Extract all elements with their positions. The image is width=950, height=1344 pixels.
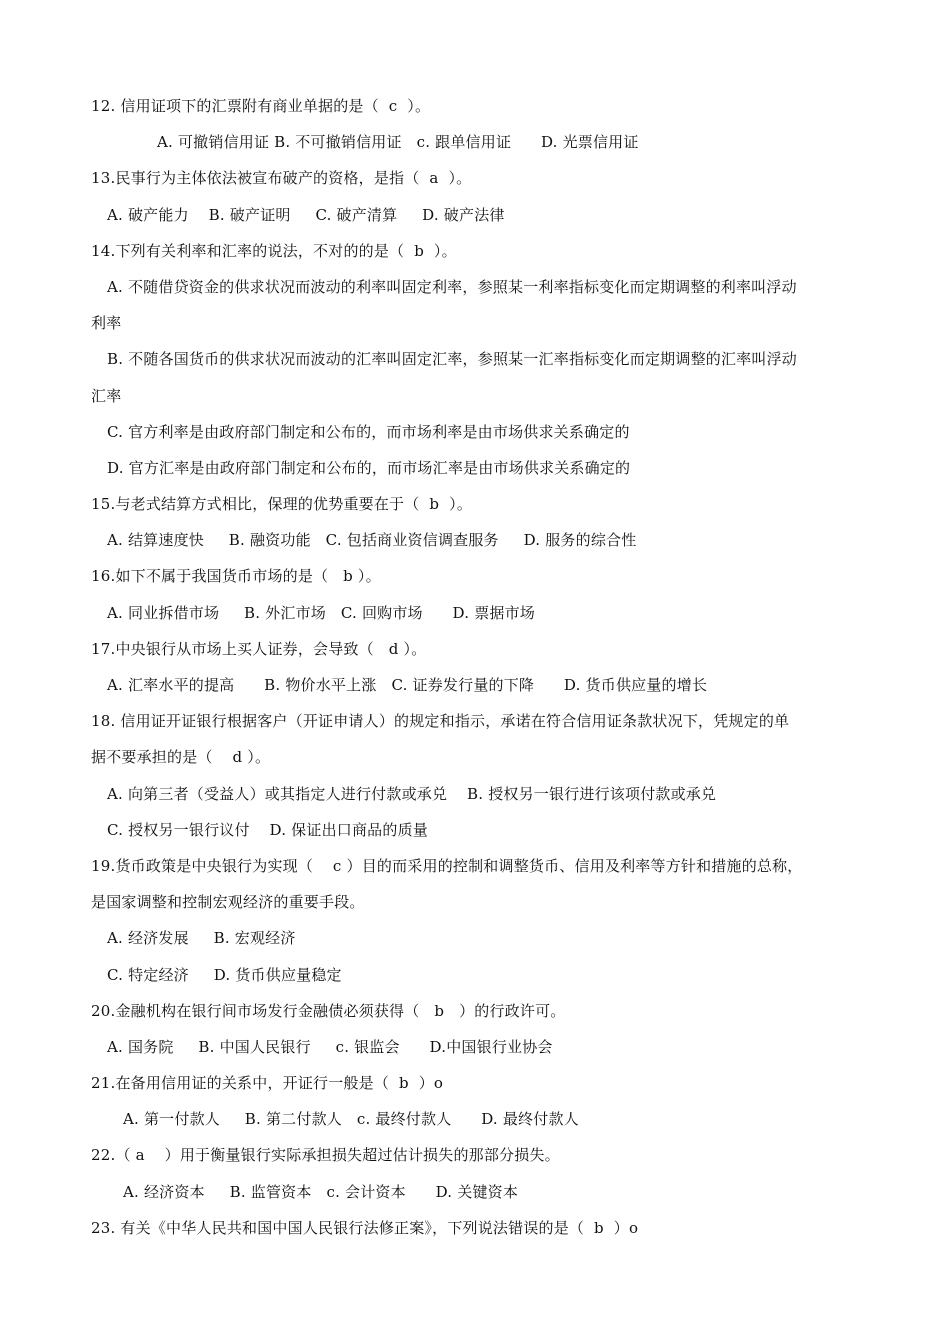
option-line: A. 同业拆借市场 B. 外汇市场 C. 回购市场 D. 票据市场 [107, 603, 535, 622]
option-line: A. 国务院 B. 中国人民银行 c. 银监会 D.中国银行业协会 [107, 1037, 553, 1056]
option-line: C. 授权另一银行议付 D. 保证出口商品的质量 [107, 820, 428, 839]
continuation-line: 是国家调整和控制宏观经济的重要手段。 [91, 893, 365, 912]
question-line: 22.（ a ）用于衡量银行实际承担损失超过估计损失的那部分损失。 [91, 1146, 560, 1165]
continuation-line: 汇率 [91, 386, 122, 405]
option-line: D. 官方汇率是由政府部门制定和公布的，而市场汇率是由市场供求关系确定的 [107, 458, 631, 477]
option-line: A. 经济资本 B. 监管资本 c. 会计资本 D. 关键资本 [123, 1182, 519, 1201]
question-line: 14.下列有关利率和汇率的说法，不对的的是（ b ）。 [91, 241, 457, 260]
option-line: A. 向第三者（受益人）或其指定人进行付款或承兑 B. 授权另一银行进行该项付款或承兑 [107, 784, 717, 803]
question-line: 21.在备用信用证的关系中，开证行一般是（ b ）o [91, 1074, 444, 1093]
option-line: A. 不随借贷资金的供求状况而波动的利率叫固定利率，参照某一利率指标变化而定期调整的利率叫浮动 [107, 277, 797, 296]
option-line: C. 官方利率是由政府部门制定和公布的，而市场利率是由市场供求关系确定的 [107, 422, 630, 441]
option-line: A. 可撤销信用证 B. 不可撤销信用证 c. 跟单信用证 D. 光票信用证 [157, 133, 639, 152]
question-line: 19.货币政策是中央银行为实现（ c ）目的而采用的控制和调整货币、信用及利率等方针和措施的总称， [91, 856, 803, 875]
continuation-line: 据不要承担的是（ d ）。 [91, 748, 271, 767]
question-line: 18. 信用证开证银行根据客户（开证申请人）的规定和指示，承诺在符合信用证条款状况下，凭规定的单 [91, 712, 790, 731]
question-line: 13.民事行为主体依法被宣布破产的资格，是指（ a ）。 [91, 169, 472, 188]
option-line: A. 经济发展 B. 宏观经济 [107, 929, 296, 948]
document-page [0, 88, 950, 1246]
option-line: C. 特定经济 D. 货币供应量稳定 [107, 965, 342, 984]
question-line: 23. 有关《中华人民共和国中国人民银行法修正案》，下列说法错误的是（ b ）o [91, 1218, 639, 1237]
option-line: A. 第一付款人 B. 第二付款人 c. 最终付款人 D. 最终付款人 [123, 1110, 579, 1129]
question-line: 17.中央银行从市场上买人证券，会导致（ d ）。 [91, 639, 427, 658]
option-line: A. 结算速度快 B. 融资功能 C. 包括商业资信调查服务 D. 服务的综合性 [107, 531, 637, 550]
question-line: 20.金融机构在银行间市场发行金融债必须获得（ b ）的行政许可。 [91, 1001, 566, 1020]
question-line: 15.与老式结算方式相比，保理的优势重要在于（ b ）。 [91, 495, 473, 514]
option-line: B. 不随各国货币的供求状况而波动的汇率叫固定汇率，参照某一汇率指标变化而定期调整的汇率叫浮动 [107, 350, 797, 369]
option-line: A. 破产能力 B. 破产证明 C. 破产清算 D. 破产法律 [107, 205, 505, 224]
option-line: A. 汇率水平的提高 B. 物价水平上涨 C. 证券发行量的下降 D. 货币供应量的增长 [107, 676, 708, 694]
continuation-line: 利率 [91, 314, 122, 333]
question-line: 16.如下不属于我国货币市场的是（ b ）。 [91, 567, 381, 586]
question-line: 12. 信用证项下的汇票附有商业单据的是（ c ）。 [91, 97, 431, 115]
